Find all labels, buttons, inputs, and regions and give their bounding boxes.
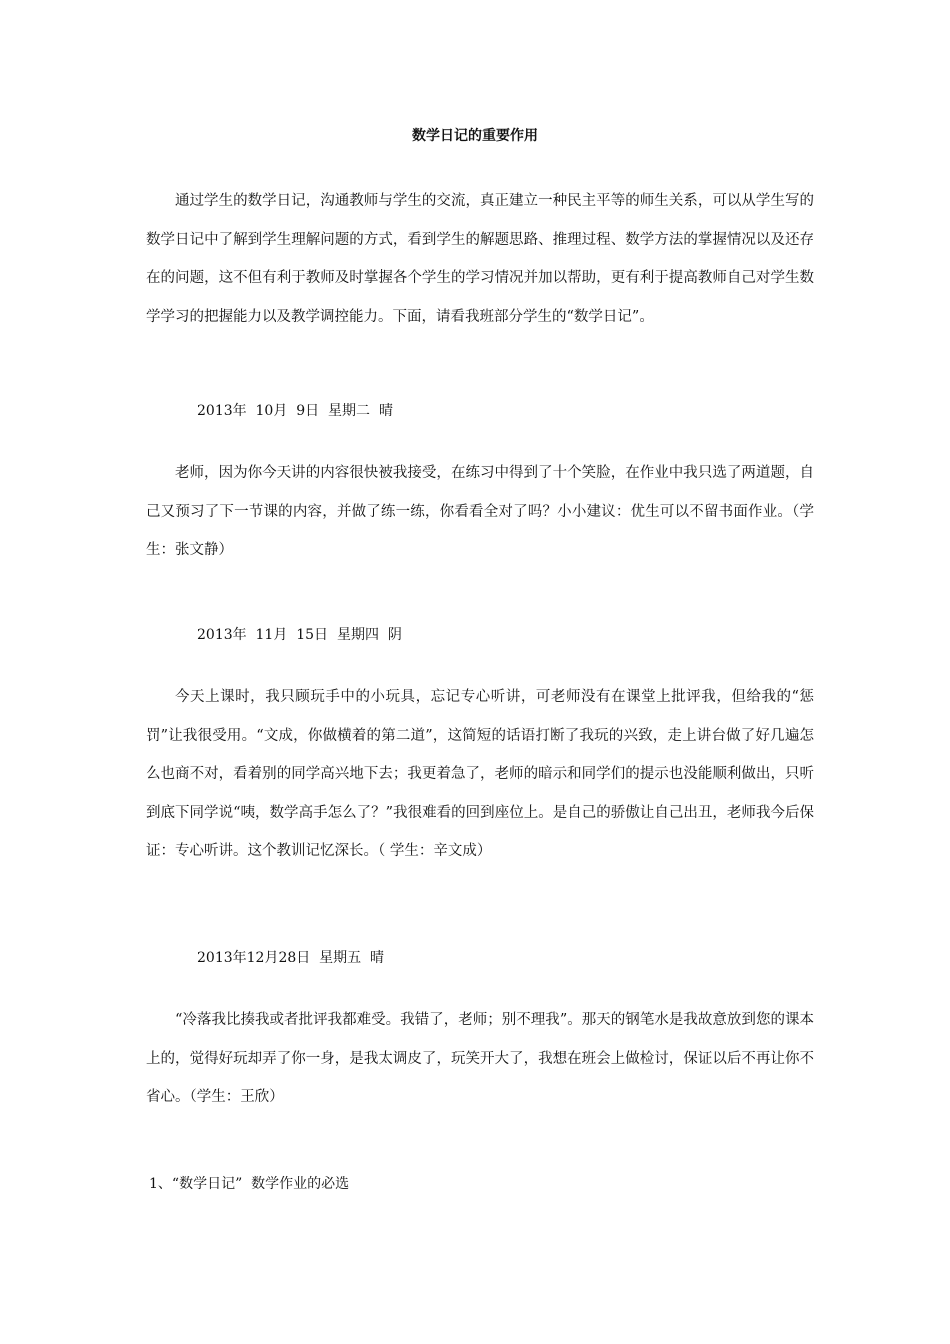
section-heading: 1、“数学日记” 数学作业的必选 — [149, 1176, 350, 1192]
entry-text: 今天上课时，我只顾玩手中的小玩具，忘记专心听讲，可老师没有在课堂上批评我，但给我的“惩罚”让我很受用。“文成，你做横着的第二道”，这简短的话语打断了我玩的兴致，走上讲台做了好几遍怎么也商不对，看着别的同学高兴地下去；我更着急了，老师的暗示和同学们的提示也没能顺利做出，只听到底下同学说“咦，数学高手怎么了？”我很难看的回到座位上。是自己的骄傲让自己出丑，老师我今后保证：专心听讲。这个教训记忆深长。（ 学生：辛文成） — [146, 689, 814, 859]
entry-date: 2013年 11月 15日 星期四 阴 — [197, 627, 402, 643]
entry-text: 老师，因为你今天讲的内容很快被我接受，在练习中得到了十个笑脸，在作业中我只选了两道题，自己又预习了下一节课的内容，并做了练一练，你看看全对了吗？小小建议：优生可以不留书面作业。（学生：张文静） — [146, 465, 814, 558]
entry-text: “冷落我比揍我或者批评我都难受。我错了，老师；别不理我”。那天的钢笔水是我故意放到您的课本上的，觉得好玩却弄了你一身，是我太调皮了，玩笑开大了，我想在班会上做检讨，保证以后不再让你不省心。（学生：王欣） — [146, 1012, 814, 1105]
entry-date: 2013年12月28日 星期五 晴 — [197, 950, 385, 966]
intro-paragraph: 通过学生的数学日记，沟通教师与学生的交流，真正建立一种民主平等的师生关系，可以从学生写的数学日记中了解到学生理解问题的方式，看到学生的解题思路、推理过程、数学方法的掌握情况以及还存在的问题，这不但有利于教师及时掌握各个学生的学习情况并加以帮助，更有利于提高教师自己对学生数学学习的把握能力以及教学调控能力。下面，请看我班部分学生的“数学日记”。 — [146, 193, 814, 325]
document-title: 数学日记的重要作用 — [412, 128, 538, 144]
entry-date: 2013年 10月 9日 星期二 晴 — [197, 403, 393, 419]
